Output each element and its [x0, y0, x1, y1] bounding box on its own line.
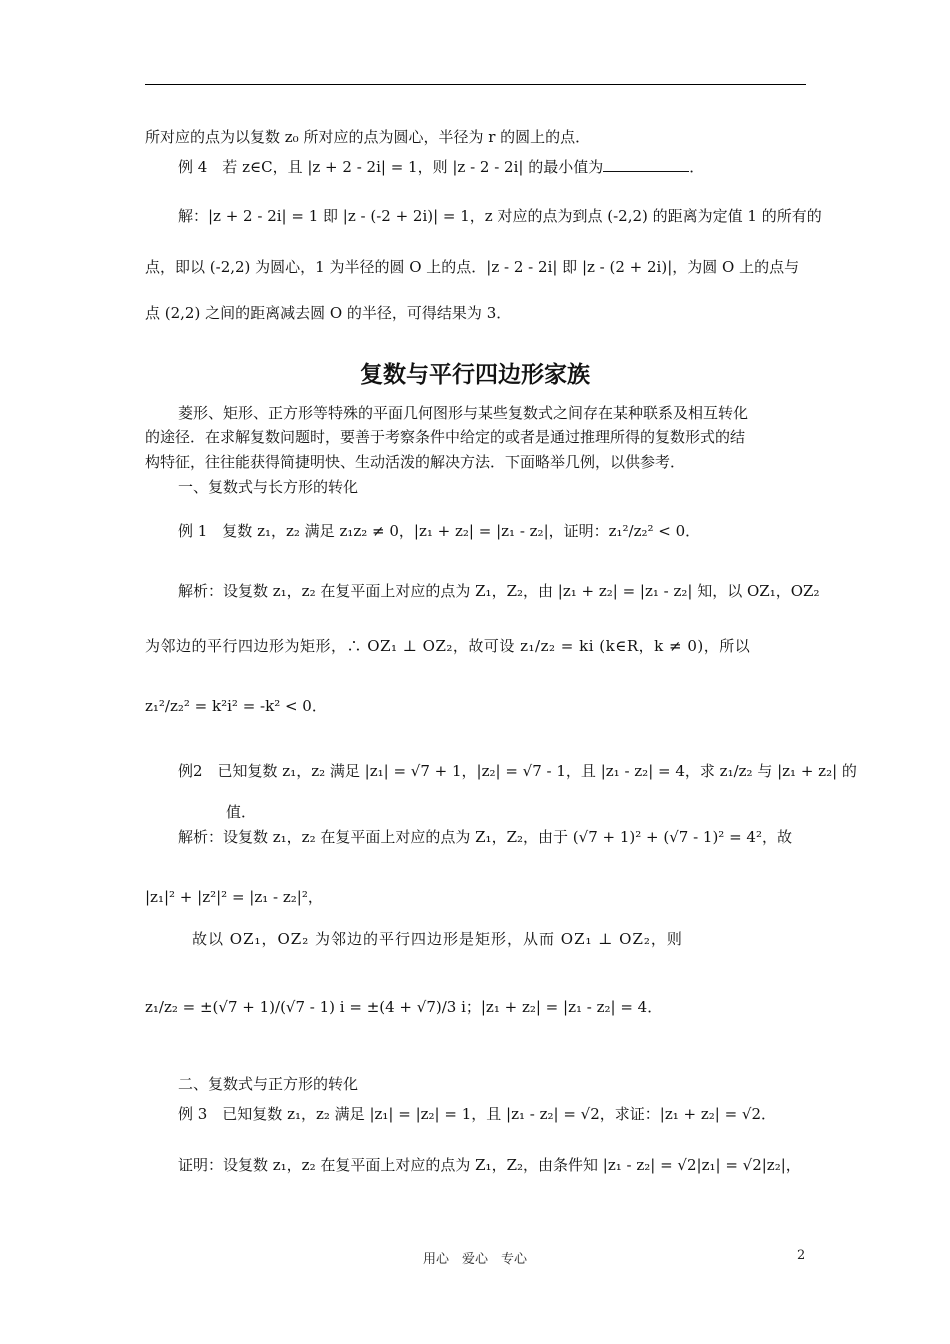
example-4: [178, 156, 840, 178]
solution-line: z₁²/z₂² = k²i² = -k² < 0．: [145, 697, 327, 715]
solution-line: 点 (2,2) 之间的距离减去圆 O 的半径，可得结果为 3．: [145, 304, 512, 322]
example-4-text: 例 4 若 z∈C，且 |z + 2 - 2i| = 1，则 |z - 2 - 2i| 的最小值为: [178, 158, 604, 176]
example-2: 例2 已知复数 z₁，z₂ 满足 |z₁| = √7 + 1，|z₂| = √7 - 1，且 |z₁ - z₂| = 4，求 z₁/z₂ 与 |z₁ + z₂| 的: [178, 762, 857, 780]
header-rule: [145, 84, 806, 85]
example-3: 例 3 已知复数 z₁，z₂ 满足 |z₁| = |z₂| = 1，且 |z₁ - z₂| = √2，求证：|z₁ + z₂| = √2．: [178, 1105, 777, 1123]
page-number: 2: [797, 1248, 806, 1263]
paragraph-line: 菱形、矩形、正方形等特殊的平面几何图形与某些复数式之间存在某种联系及相互转化: [178, 404, 749, 422]
example-2-cont: 值．: [226, 803, 257, 821]
proof-line: 证明：设复数 z₁，z₂ 在复平面上对应的点为 Z₁，Z₂，由条件知 |z₁ - z₂| = √2|z₁| = √2|z₂|，: [178, 1156, 801, 1174]
solution-line: 故以 OZ₁，OZ₂ 为邻边的平行四边形是矩形，从而 OZ₁ ⊥ OZ₂，则: [192, 930, 683, 948]
paragraph-line: 构特征，往往能获得简捷明快、生动活泼的解决方法．下面略举几例，以供参考．: [145, 453, 686, 471]
paragraph-line: 的途径．在求解复数问题时，要善于考察条件中给定的或者是通过推理所得的复数形式的结: [145, 428, 746, 446]
section-title: 复数与平行四边形家族: [360, 362, 590, 388]
solution-line: 解析：设复数 z₁，z₂ 在复平面上对应的点为 Z₁，Z₂，由 |z₁ + z₂| = |z₁ - z₂| 知，以 OZ₁，OZ₂: [178, 582, 820, 600]
example-4-end: ．: [689, 158, 705, 176]
solution-line: 点，即以 (-2,2) 为圆心，1 为半径的圆 O 上的点．|z - 2 - 2i| 即 |z - (2 + 2i)|，为圆 O 上的点与: [145, 258, 800, 276]
solution-line: z₁/z₂ = ±(√7 + 1)/(√7 - 1) i = ±(4 + √7)/3 i；|z₁ + z₂| = |z₁ - z₂| = 4．: [145, 998, 663, 1016]
example-1: 例 1 复数 z₁，z₂ 满足 z₁z₂ ≠ 0，|z₁ + z₂| = |z₁ - z₂|，证明：z₁²/z₂² < 0．: [178, 522, 701, 540]
page-footer: 用心 爱心 专心: [422, 1252, 527, 1267]
subsection-heading: 一、复数式与长方形的转化: [178, 478, 359, 496]
subsection-heading: 二、复数式与正方形的转化: [178, 1075, 359, 1093]
answer-blank: [603, 157, 689, 172]
solution-line: 为邻边的平行四边形为矩形，∴ OZ₁ ⊥ OZ₂，故可设 z₁/z₂ = ki (k∈R，k ≠ 0)，所以: [145, 637, 751, 655]
text-line: 所对应的点为以复数 z₀ 所对应的点为圆心，半径为 r 的圆上的点．: [145, 128, 591, 146]
solution-line: |z₁|² + |z²|² = |z₁ - z₂|²，: [145, 888, 323, 906]
solution-line: 解析：设复数 z₁，z₂ 在复平面上对应的点为 Z₁，Z₂，由于 (√7 + 1)² + (√7 - 1)² = 4²，故: [178, 828, 792, 846]
solution-line: 解：|z + 2 - 2i| = 1 即 |z - (-2 + 2i)| = 1，z 对应的点为到点 (-2,2) 的距离为定值 1 的所有的: [178, 207, 822, 225]
